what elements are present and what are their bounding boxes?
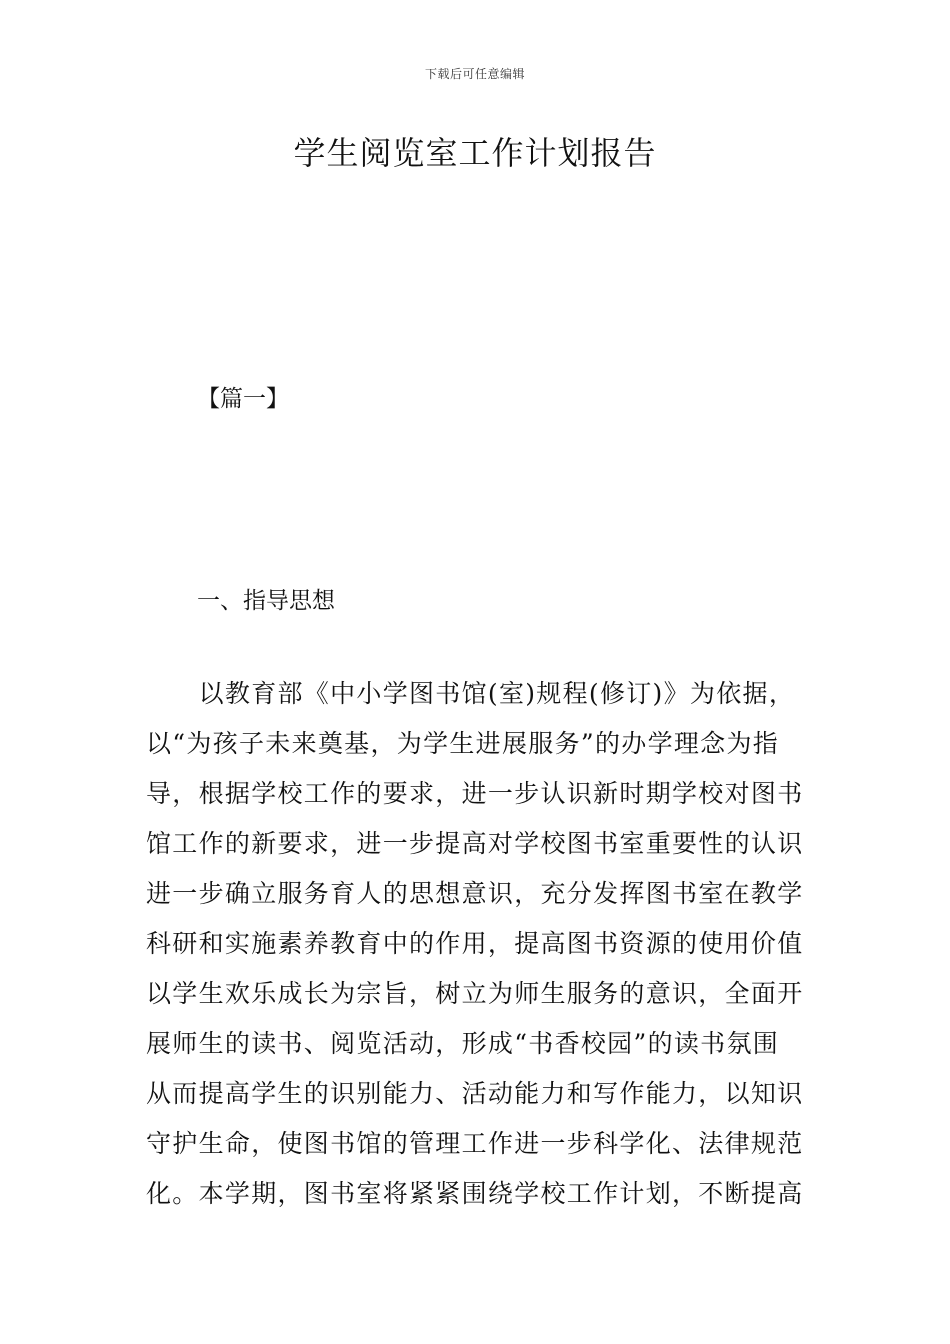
paragraph-line: 科研和实施素养教育中的作用，提高图书资源的使用价值 [146, 929, 804, 958]
paragraph-line: 以“为孩子未来奠基，为学生进展服务”的办学理念为指 [146, 729, 780, 758]
section-marker: 【篇一】 [197, 386, 289, 412]
paragraph-line: 从而提高学生的识别能力、活动能力和写作能力，以知识 [146, 1079, 804, 1108]
section-heading: 一、指导思想 [197, 588, 335, 614]
paragraph-line: 导，根据学校工作的要求，进一步认识新时期学校对图书 [146, 779, 804, 808]
paragraph-line: 进一步确立服务育人的思想意识，充分发挥图书室在教学 [146, 879, 804, 908]
paragraph-line: 馆工作的新要求，进一步提高对学校图书室重要性的认识 [146, 829, 804, 858]
paragraph-line: 展师生的读书、阅览活动，形成“书香校园”的读书氛围 [146, 1029, 780, 1058]
header-note: 下载后可任意编辑 [424, 67, 525, 81]
paragraph-line: 化。本学期，图书室将紧紧围绕学校工作计划，不断提高 [146, 1179, 804, 1208]
paragraph-line: 以学生欢乐成长为宗旨，树立为师生服务的意识，全面开 [146, 979, 804, 1008]
document-title: 学生阅览室工作计划报告 [293, 134, 657, 172]
paragraph-line: 守护生命，使图书馆的管理工作进一步科学化、法律规范 [146, 1129, 804, 1158]
paragraph-line: 以教育部《中小学图书馆(室)规程(修订)》为依据， [146, 679, 796, 708]
